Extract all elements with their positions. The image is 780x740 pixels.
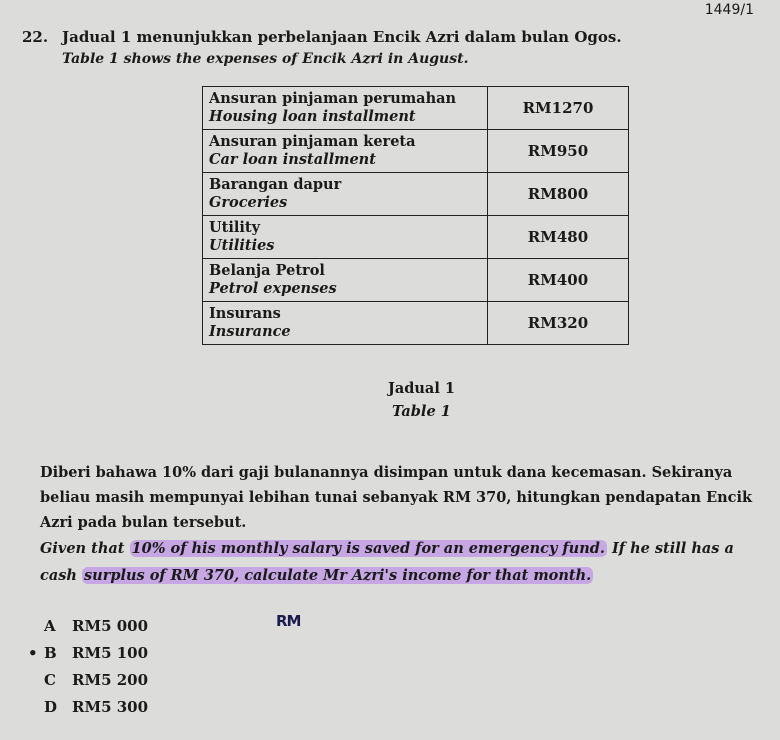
item-label-ms: Ansuran pinjaman perumahan <box>209 90 457 107</box>
option-text: RM5 200 <box>72 671 149 689</box>
table-caption-ms: Jadual 1 <box>388 380 455 397</box>
item-label-ms: Belanja Petrol <box>209 262 325 279</box>
item-cell <box>203 173 488 216</box>
option-text: RM5 100 <box>72 644 149 662</box>
table-row <box>203 259 629 302</box>
item-label-en: Car loan installment <box>209 151 376 168</box>
bullet-mark: • <box>28 644 38 662</box>
handwritten-note: RM <box>276 612 301 630</box>
item-label-en: Petrol expenses <box>209 280 337 297</box>
item-cell <box>203 259 488 302</box>
item-label-en: Utilities <box>209 237 275 254</box>
question-paragraph-en <box>40 535 775 589</box>
option-letter: D <box>44 698 58 716</box>
table-row <box>203 216 629 259</box>
amount-cell: RM480 <box>488 216 629 259</box>
item-cell <box>203 87 488 130</box>
option-d[interactable] <box>44 694 148 721</box>
highlighted-text: surplus of RM 370, calculate Mr Azri's income for that month. <box>83 567 592 584</box>
question-paragraph-ms: Diberi bahawa 10% dari gaji bulanannya disimpan untuk dana kecemasan. Sekiranya beliau masih mempunyai lebihan tunai sebanyak RM 370, hitungkan pendapatan Encik Azri pada bulan tersebut. <box>40 464 753 531</box>
paragraph-en-middle: If he still has a cash <box>40 540 734 584</box>
item-label-en: Housing loan installment <box>209 108 416 125</box>
item-label-en: Insurance <box>209 323 291 340</box>
answer-options <box>28 613 149 721</box>
item-label-ms: Utility <box>209 219 260 236</box>
amount-cell: RM800 <box>488 173 629 216</box>
option-letter: A <box>44 617 56 635</box>
question-title-ms-text: Jadual 1 menunjukkan perbelanjaan Encik Azri dalam bulan Ogos. <box>62 28 622 46</box>
paragraph-en-start: Given that <box>40 540 130 557</box>
table-row <box>203 302 629 345</box>
question-number: 22. <box>22 28 49 46</box>
item-label-ms: Ansuran pinjaman kereta <box>209 133 416 150</box>
page-code: 1449/1 <box>704 2 754 18</box>
item-label-ms: Insurans <box>209 305 281 322</box>
table-row <box>203 130 629 173</box>
option-text: RM5 000 <box>72 617 149 635</box>
option-c[interactable] <box>44 667 148 694</box>
option-letter: C <box>44 671 56 689</box>
amount-cell: RM1270 <box>488 87 629 130</box>
item-cell <box>203 302 488 345</box>
table-row <box>203 87 629 130</box>
table-caption-en: Table 1 <box>392 403 451 420</box>
option-b[interactable] <box>28 640 149 667</box>
table-row <box>203 173 629 216</box>
option-a[interactable] <box>44 613 148 640</box>
item-cell <box>203 130 488 173</box>
amount-cell: RM950 <box>488 130 629 173</box>
option-letter: B <box>44 644 57 662</box>
expenses-table <box>202 86 629 345</box>
item-cell <box>203 216 488 259</box>
item-label-ms: Barangan dapur <box>209 176 342 193</box>
option-text: RM5 300 <box>72 698 149 716</box>
question-title-ms <box>22 28 622 46</box>
highlighted-text: 10% of his monthly salary is saved for an emergency fund. <box>131 540 605 557</box>
question-title-en: Table 1 shows the expenses of Encik Azri in August. <box>62 51 469 67</box>
amount-cell: RM320 <box>488 302 629 345</box>
amount-cell: RM400 <box>488 259 629 302</box>
item-label-en: Groceries <box>209 194 288 211</box>
